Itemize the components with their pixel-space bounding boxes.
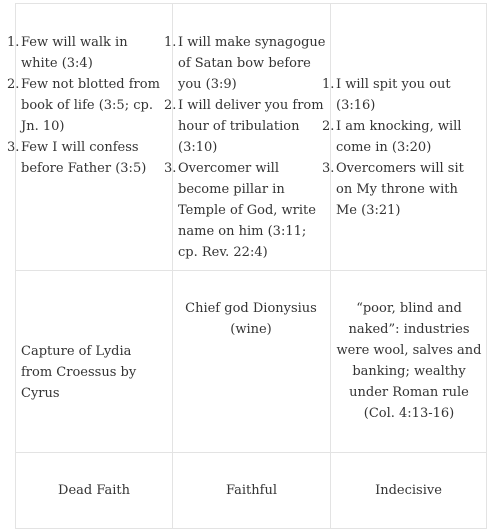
item-text: Few I will confess before Father (3:5) <box>21 140 147 176</box>
list-item: 3. Few I will confess before Father (3:5) <box>7 140 147 176</box>
row-divider <box>15 452 487 453</box>
item-text: Few not blotted from book of life (3:5; cp. Jn. 10) <box>21 77 160 134</box>
promises-list <box>7 32 165 179</box>
cell-text: “poor, blind and naked”: industries were wool, salves and banking; wealthy under Roman rule (Col. 4:13-16) <box>336 301 482 421</box>
list-item: 2. I will deliver you from hour of tribulation (3:10) <box>164 98 324 155</box>
cell-text: Capture of Lydia from Croessus by Cyrus <box>21 344 137 401</box>
list-item: 1. I will spit you out (3:16) <box>322 77 451 113</box>
item-text: I will spit you out (3:16) <box>336 77 451 113</box>
list-item: 2. Few not blotted from book of life (3:5; cp. Jn. 10) <box>7 77 160 134</box>
promises-list <box>164 32 329 263</box>
row-divider <box>15 528 487 529</box>
summary-cell-col3 <box>331 480 486 501</box>
promises-cell-col3 <box>322 74 480 221</box>
item-text: Overcomer will become pillar in Temple of God, write name on him (3:11; cp. Rev. 22:4) <box>178 161 316 260</box>
summary-cell-col2 <box>173 480 330 501</box>
background-cell-col2 <box>182 298 320 340</box>
promises-list <box>322 74 480 221</box>
list-item: 1. Few will walk in white (3:4) <box>7 35 128 71</box>
background-cell-col3 <box>334 298 484 424</box>
list-item: 3. Overcomer will become pillar in Temple of God, write name on him (3:11; cp. Rev. 22:4) <box>164 161 316 260</box>
list-item: 1. I will make synagogue of Satan bow before you (3:9) <box>164 35 326 92</box>
background-cell-col1 <box>21 341 166 404</box>
item-text: I will make synagogue of Satan bow before you (3:9) <box>178 35 326 92</box>
column-divider <box>486 3 487 529</box>
item-text: I will deliver you from hour of tribulation (3:10) <box>178 98 324 155</box>
summary-cell-col1 <box>16 480 172 501</box>
list-item: 2. I am knocking, will come in (3:20) <box>322 119 462 155</box>
item-text: Overcomers will sit on My throne with Me (3:21) <box>336 161 464 218</box>
list-item: 3. Overcomers will sit on My throne with Me (3:21) <box>322 161 464 218</box>
cell-text: Chief god Dionysius (wine) <box>185 301 317 337</box>
item-text: I am knocking, will come in (3:20) <box>336 119 462 155</box>
cell-text: Dead Faith <box>58 483 130 498</box>
row-divider <box>15 3 487 4</box>
row-divider <box>15 270 487 271</box>
promises-cell-col2 <box>164 32 329 263</box>
cell-text: Indecisive <box>375 483 442 498</box>
item-text: Few will walk in white (3:4) <box>21 35 128 71</box>
cell-text: Faithful <box>226 483 277 498</box>
promises-cell-col1 <box>7 32 165 179</box>
